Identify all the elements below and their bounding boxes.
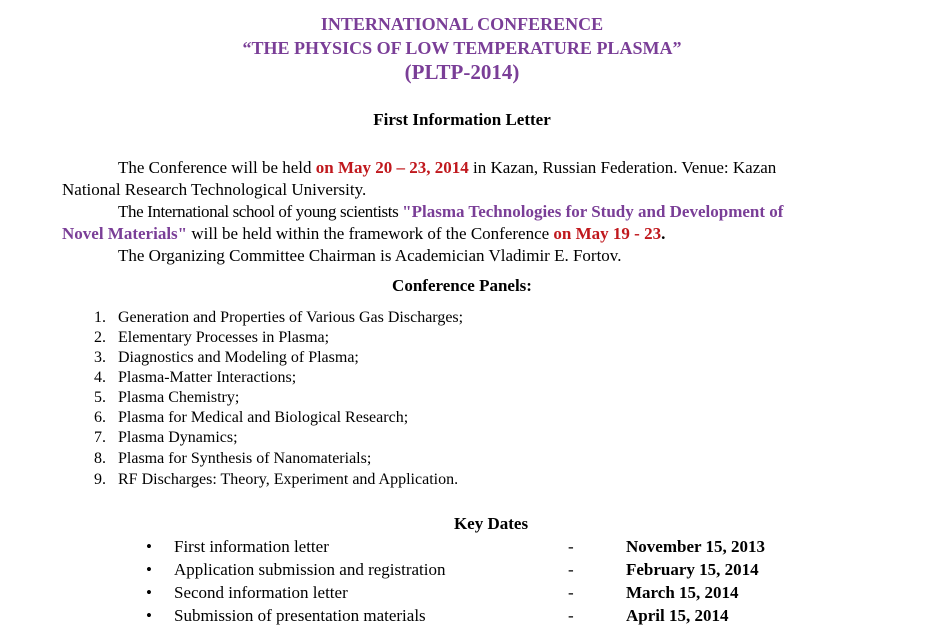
- key-date-label: First information letter: [174, 537, 329, 556]
- intro-paragraph-2-line-1: [118, 202, 783, 222]
- intro-text: The International school of young scientists: [118, 202, 403, 221]
- intro-text: .: [661, 224, 666, 243]
- list-item-number: 7.: [94, 429, 106, 446]
- key-date-label: Second information letter: [174, 583, 348, 602]
- bullet-icon: •: [146, 583, 152, 602]
- bullet-icon: •: [146, 537, 152, 556]
- intro-text: will be held within the framework of the Conference: [187, 224, 554, 243]
- list-item-text: RF Discharges: Theory, Experiment and Application.: [118, 471, 459, 488]
- list-item-number: 5.: [94, 389, 106, 406]
- key-date-dash: -: [568, 583, 574, 602]
- key-date-value: March 15, 2014: [626, 583, 739, 602]
- conference-dates: on May 20 – 23, 2014: [315, 158, 469, 177]
- bullet-icon: •: [146, 560, 152, 579]
- list-item-text: Plasma Dynamics;: [118, 429, 238, 446]
- letter-title: First Information Letter: [373, 110, 551, 129]
- list-item: [0, 537, 900, 559]
- list-item: [0, 329, 600, 349]
- panels-heading: Conference Panels:: [392, 276, 532, 295]
- key-date-dash: -: [568, 537, 574, 556]
- intro-paragraph-1-line-1: [118, 158, 776, 178]
- key-date-value: April 15, 2014: [626, 606, 729, 625]
- list-item-text: Generation and Properties of Various Gas Discharges;: [118, 309, 464, 326]
- key-date-dash: -: [568, 560, 574, 579]
- list-item-text: Plasma Chemistry;: [118, 389, 240, 406]
- list-item: [0, 606, 900, 627]
- intro-paragraph-1-line-2: [62, 180, 366, 200]
- conference-title-line2: “THE PHYSICS OF LOW TEMPERATURE PLASMA”: [242, 38, 682, 58]
- key-date-value: November 15, 2013: [626, 537, 765, 556]
- list-item-text: Plasma for Medical and Biological Research;: [118, 409, 409, 426]
- list-item: [0, 450, 600, 470]
- list-item-number: 4.: [94, 369, 106, 386]
- list-item-number: 3.: [94, 349, 106, 366]
- list-item: [0, 369, 600, 389]
- conference-title-line1: INTERNATIONAL CONFERENCE: [320, 14, 604, 34]
- key-date-label: Application submission and registration: [174, 560, 446, 579]
- list-item: [0, 389, 600, 409]
- school-dates: on May 19 - 23: [553, 224, 662, 243]
- list-item: [0, 471, 600, 491]
- school-title-end: Novel Materials": [62, 224, 188, 243]
- key-date-dash: -: [568, 606, 574, 625]
- list-item-number: 1.: [94, 309, 106, 326]
- list-item: [0, 349, 600, 369]
- list-item-number: 8.: [94, 450, 106, 467]
- intro-text: in Kazan, Russian Federation. Venue: Kazan: [468, 158, 777, 177]
- intro-text: The Conference will be held: [118, 158, 316, 177]
- list-item-number: 9.: [94, 471, 106, 488]
- school-title: "Plasma Technologies for Study and Development of: [402, 202, 784, 221]
- list-item-text: Elementary Processes in Plasma;: [118, 329, 330, 346]
- bullet-icon: •: [146, 606, 152, 625]
- list-item: [0, 560, 900, 582]
- key-date-value: February 15, 2014: [626, 560, 759, 579]
- list-item-text: Diagnostics and Modeling of Plasma;: [118, 349, 359, 366]
- list-item-number: 2.: [94, 329, 106, 346]
- key-date-label: Submission of presentation materials: [174, 606, 426, 625]
- list-item-text: Plasma for Synthesis of Nanomaterials;: [118, 450, 372, 467]
- chairman-line: The Organizing Committee Chairman is Academician Vladimir E. Fortov.: [118, 246, 622, 265]
- list-item: [0, 583, 900, 605]
- list-item-number: 6.: [94, 409, 106, 426]
- intro-paragraph-2-line-2: [62, 224, 665, 244]
- conference-acronym: (PLTP-2014): [404, 60, 520, 84]
- list-item: [0, 409, 600, 429]
- intro-text: National Research Technological University.: [62, 180, 367, 199]
- list-item: [0, 309, 600, 329]
- list-item: [0, 429, 600, 449]
- key-dates-heading: Key Dates: [453, 514, 529, 533]
- list-item-text: Plasma-Matter Interactions;: [118, 369, 297, 386]
